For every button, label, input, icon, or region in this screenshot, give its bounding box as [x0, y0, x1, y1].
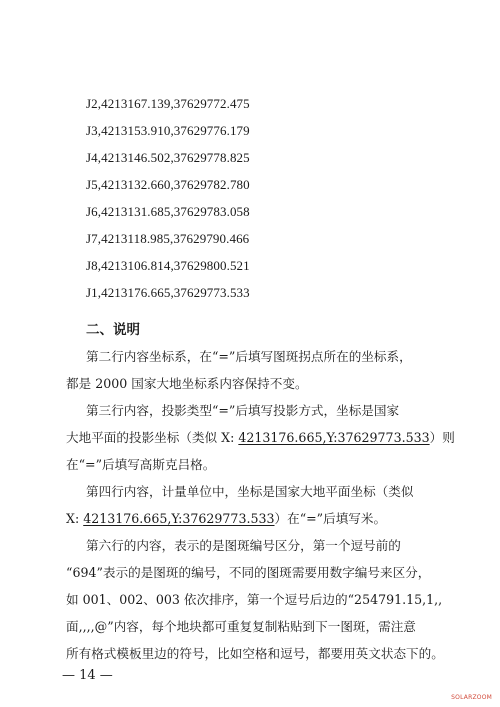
- para1-line2: 都是 2000 国家大地坐标系内容保持不变。: [66, 376, 308, 391]
- para4-line4: 面,,,,@”内容，每个地块都可重复复制粘贴到下一图斑，需注意: [66, 619, 416, 634]
- coordinate-line-j3: J3,4213153.910,37629776.179: [86, 123, 250, 138]
- coordinate-line-j1: J1,4213176.665,37629773.533: [86, 285, 250, 300]
- para3-line2: [66, 508, 386, 527]
- coordinate-line-j2: J2,4213167.139,37629772.475: [86, 96, 250, 111]
- para1-line1: 第二行内容坐标系，在“=”后填写图斑拐点所在的坐标系，: [86, 349, 412, 364]
- para3-line2-prefix: X:: [66, 511, 84, 526]
- example-coordinate: 4213176.665,Y:37629773.533: [83, 511, 275, 526]
- para2-line2-suffix: ）则: [429, 430, 455, 445]
- para2-line2: [66, 427, 455, 446]
- coordinate-line-j5: J5,4213132.660,37629782.780: [86, 177, 250, 192]
- page-number: — 14 —: [62, 668, 113, 683]
- coordinate-line-j8: J8,4213106.814,37629800.521: [86, 258, 250, 273]
- coordinate-line-j6: J6,4213131.685,37629783.058: [86, 204, 250, 219]
- section-heading: 二、说明: [86, 322, 140, 338]
- para4-line5: 所有格式模板里边的符号，比如空格和逗号，都要用英文状态下的。: [66, 646, 444, 661]
- coordinate-line-j4: J4,4213146.502,37629778.825: [86, 150, 250, 165]
- para4-line1: 第六行的内容，表示的是图斑编号区分，第一个逗号前的: [86, 538, 401, 553]
- para2-line3: 在“=”后填写高斯克吕格。: [66, 457, 216, 472]
- para2-line2-prefix: 大地平面的投影坐标（类似 X:: [66, 430, 239, 445]
- para2-line1: 第三行内容，投影类型“=”后填写投影方式，坐标是国家: [86, 403, 400, 418]
- watermark: SOLARZOOM: [451, 694, 492, 701]
- para4-line3: 如 001、002、003 依次排序，第一个逗号后边的“254791.15,1,,: [66, 592, 443, 607]
- para3-line1: 第四行内容，计量单位中，坐标是国家大地平面坐标（类似: [86, 484, 414, 499]
- para4-line2: “694”表示的是图斑的编号，不同的图斑需要用数字编号来区分，: [66, 565, 431, 580]
- example-coordinate: 4213176.665,Y:37629773.533: [238, 430, 430, 445]
- para3-line2-suffix: ）在“=”后填写米。: [274, 511, 387, 526]
- coordinate-line-j7: J7,4213118.985,37629790.466: [86, 231, 250, 246]
